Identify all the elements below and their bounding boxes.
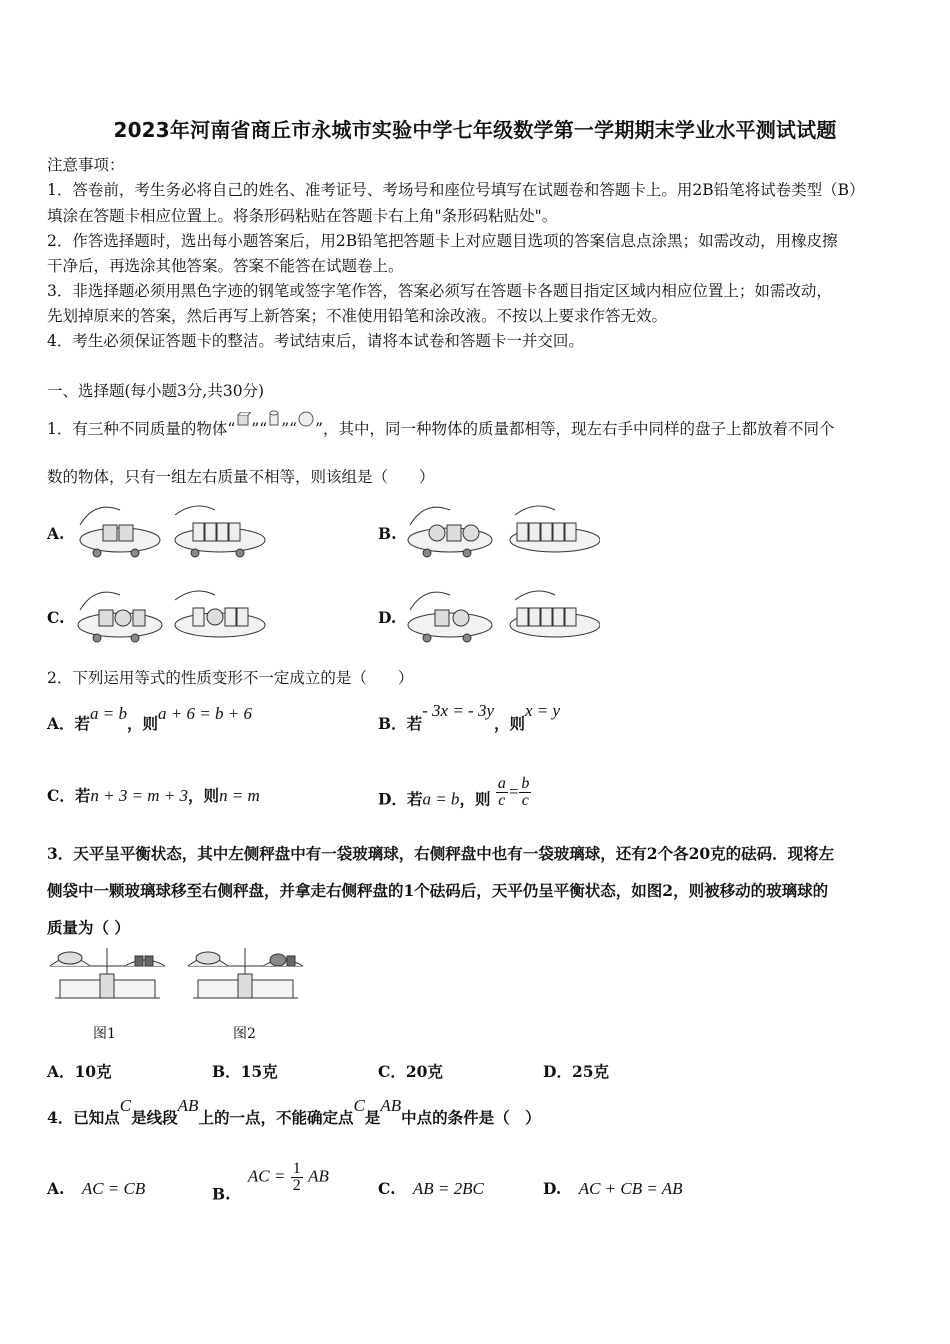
notes-line: 3．非选择题必须用黑色字迹的钢笔或签字笔作答，答案必须写在答题卡各题目指定区域内相应位置上；如需改动， (47, 282, 832, 300)
math-expr: AB (308, 1166, 329, 1186)
q4-text: 上的一点，不能确定点 (198, 1108, 354, 1127)
notes-line: 1．答卷前，考生务必将自己的姓名、准考证号、考场号和座位号填写在试题卷和答题卡上。用2B铅笔将试卷类型（B） (47, 181, 865, 199)
q4-text: 4．已知点 (47, 1108, 120, 1127)
option-label: B. (378, 524, 397, 543)
question-3-stem: 3．天平呈平衡状态，其中左侧秤盘中有一袋玻璃球，右侧秤盘中也有一袋玻璃球，还有2个各20克的砝码．现将左 (47, 844, 835, 863)
q4-text: 中点的条件是（ ） (401, 1108, 541, 1127)
option-label: D．若 (378, 789, 423, 809)
math-expr: = (507, 781, 520, 801)
notes-line: 先划掉原来的答案，然后再写上新答案；不准使用铅笔和涂改液。不按以上要求作答无效。 (47, 307, 668, 325)
fraction-denominator: c (498, 792, 506, 809)
question-2-stem: 2．下列运用等式的性质变形不一定成立的是（ ） (47, 669, 414, 687)
q1-text: 1．有三种不同质量的物体“ (47, 420, 236, 438)
math-expr: AB (380, 1096, 402, 1115)
question-1-stem (47, 416, 834, 439)
math-expr: a + 6 = b + 6 (158, 704, 252, 723)
notes-line: 干净后，再选涂其他答案。答案不能答在试题卷上。 (47, 257, 404, 275)
q2-option-d (378, 775, 531, 817)
math-expr: x = y (525, 701, 561, 720)
math-expr: AB = 2BC (412, 1179, 484, 1198)
fraction-one-half (291, 1161, 303, 1194)
option-text: ，则 (188, 786, 220, 805)
q4-option-d (543, 1179, 683, 1199)
notes-line: 2．作答选择题时，选出每小题答案后，用2B铅笔把答题卡上对应题目选项的答案信息点涂黑；如需改动，用橡皮擦 (47, 232, 838, 250)
math-expr: - 3x = - 3y (422, 701, 494, 720)
fraction-numerator: 1 (292, 1160, 301, 1177)
q1-text: ”“ (251, 420, 268, 438)
cylinder-icon (267, 410, 281, 428)
option-c-figure (75, 580, 270, 650)
fraction-denominator: 2 (292, 1177, 301, 1194)
q4-option-b (212, 1160, 329, 1212)
option-label: A. (47, 1179, 65, 1198)
figure-caption: 图1 (93, 1026, 116, 1042)
page-title: 2023年河南省商丘市永城市实验中学七年级数学第一学期期末学业水平测试试题 (113, 118, 837, 142)
option-label: C. (47, 608, 65, 627)
option-b-figure (405, 495, 600, 565)
fraction-a-over-c (496, 776, 508, 809)
math-expr: AC = CB (81, 1179, 146, 1198)
q3-option-b: B．15克 (212, 1062, 278, 1081)
q4-text: 是 (364, 1108, 381, 1127)
question-3-stem-3: 质量为（ ） (47, 918, 130, 937)
balance-figure-1 (45, 944, 170, 1019)
cube-icon (235, 412, 251, 428)
notes-line: 填涂在答题卡相应位置上。将条形码粘贴在答题卡右上角"条形码粘贴处"。 (47, 207, 558, 225)
question-1-stem-2: 数的物体，只有一组左右质量不相等，则该组是（ ） (47, 468, 435, 486)
notes-heading: 注意事项： (47, 156, 125, 174)
fraction-denominator: c (521, 792, 529, 809)
option-text: ，则 (459, 789, 491, 809)
q2-option-a (47, 704, 252, 734)
math-expr: AC + CB = AB (578, 1179, 683, 1198)
option-label: A. (47, 524, 65, 543)
sphere-icon (297, 410, 315, 428)
option-label: B. (212, 1184, 231, 1204)
q1-text: ”“ (281, 420, 298, 438)
option-d-figure (405, 580, 600, 650)
question-4-stem (47, 1096, 541, 1128)
math-expr: AB (177, 1096, 199, 1115)
fraction-numerator: a (497, 775, 506, 792)
option-label: C．若 (47, 786, 91, 805)
math-expr: a = b (90, 704, 128, 723)
q3-option-c: C．20克 (378, 1062, 443, 1081)
math-expr: AC = (247, 1166, 286, 1186)
option-label: C. (378, 1179, 396, 1198)
q4-text: 是线段 (131, 1108, 178, 1127)
figure-caption: 图2 (233, 1026, 256, 1042)
math-expr: C (119, 1096, 132, 1115)
question-3-stem-2: 侧袋中一颗玻璃球移至右侧秤盘，并拿走右侧秤盘的1个砝码后，天平仍呈平衡状态，如图2，则被移动的玻璃球的 (47, 881, 829, 900)
q2-option-b (378, 701, 561, 734)
math-expr: n + 3 = m + 3 (90, 786, 189, 805)
math-expr: n = m (219, 786, 260, 805)
q3-option-a: A．10克 (47, 1062, 112, 1081)
option-text: ，则 (127, 714, 159, 733)
option-label: A．若 (47, 714, 91, 733)
balance-figure-2 (183, 944, 308, 1019)
option-label: D. (378, 608, 397, 627)
option-a-figure (75, 495, 270, 565)
fraction-b-over-c (519, 776, 531, 809)
option-label: D. (543, 1179, 562, 1198)
q4-option-c (378, 1179, 484, 1199)
section-heading: 一、选择题(每小题3分,共30分) (47, 382, 265, 400)
option-text: ，则 (494, 714, 526, 733)
q4-option-a (47, 1179, 145, 1199)
q3-option-d: D．25克 (543, 1062, 610, 1081)
fraction-numerator: b (521, 775, 530, 792)
q4-b-expr (248, 1161, 329, 1194)
q1-text: ”，其中，同一种物体的质量都相等，现左右手中同样的盘子上都放着不同个 (315, 420, 835, 438)
math-expr: a = b (422, 789, 460, 809)
q2-option-c (47, 784, 260, 806)
notes-line: 4．考生必须保证答题卡的整洁。考试结束后，请将本试卷和答题卡一并交回。 (47, 332, 584, 350)
option-label: B．若 (378, 714, 423, 733)
math-expr: C (353, 1096, 365, 1115)
